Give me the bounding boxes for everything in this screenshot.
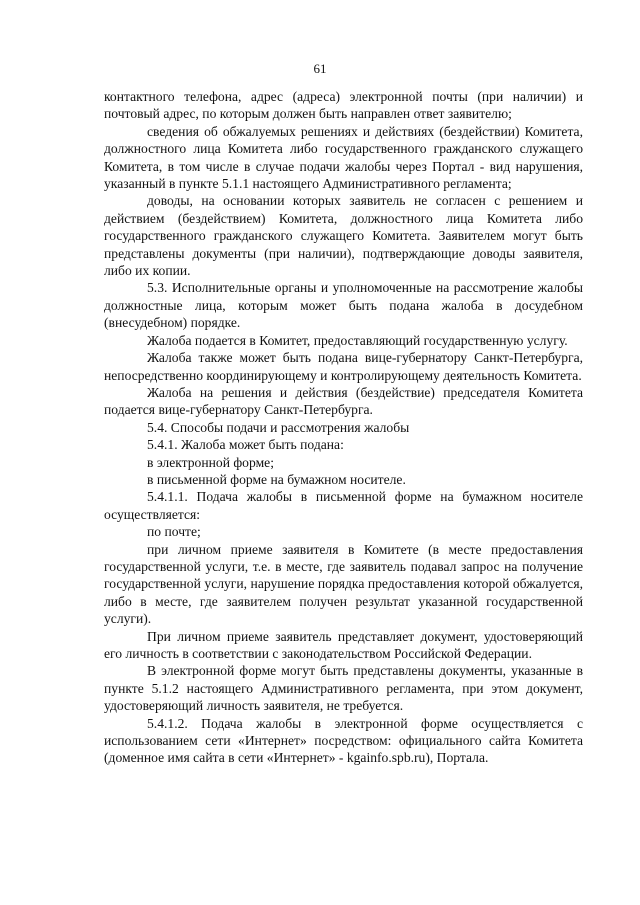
list-item: при личном приеме заявителя в Комитете (в месте предоставления государственной услуги, т.е. в месте, где заявитель подавал запрос на получение государственной услуги, нарушение порядка предоставления которой обжалуется, либо в месте, где заявителем получен результат указанной государственной услуги). [104,541,583,627]
paragraph: 5.4.1.2. Подача жалобы в электронной форме осуществляется с использованием сети «Интернет» посредством: официального сайта Комитета (доменное имя сайта в сети «Интернет» - kgainfo.spb.ru), Портала. [104,715,583,766]
paragraph: Жалоба также может быть подана вице-губернатору Санкт-Петербурга, непосредственно координирующему и контролирующему деятельность Комитета. [104,350,583,383]
section-heading: 5.4. Способы подачи и рассмотрения жалобы [147,419,410,435]
paragraph: доводы, на основании которых заявитель не согласен с решением и действием (бездействием) Комитета, должностного лица Комитета либо государственного гражданского служащего Комитета. Заявителем могут быть представлены документы (при наличии), подтверждающие доводы заявителя, либо их копии. [104,193,583,279]
paragraph: 5.3. Исполнительные органы и уполномоченные на рассмотрение жалобы должностные лица, которым может быть подана жалоба в досудебном (внесудебном) порядке. [104,280,583,331]
list-item: в электронной форме; [147,454,274,470]
paragraph: В электронной форме могут быть представлены документы, указанные в пункте 5.1.2 настоящего Административного регламента, при этом документ, удостоверяющий личность заявителя, не требуется. [104,663,583,714]
document-body [104,88,583,767]
paragraph: При личном приеме заявитель представляет документ, удостоверяющий его личность в соответствии с законодательством Российской Федерации. [104,628,583,661]
paragraph: 5.4.1.1. Подача жалобы в письменной форме на бумажном носителе осуществляется: [104,489,583,522]
paragraph: Жалоба на решения и действия (бездействие) председателя Комитета подается вице-губернатору Санкт-Петербурга. [104,384,583,418]
list-item: в письменной форме на бумажном носителе. [147,471,406,487]
page-number: 61 [313,61,327,76]
paragraph: Жалоба подается в Комитет, предоставляющий государственную услугу. [147,332,568,348]
paragraph: сведения об обжалуемых решениях и действиях (бездействии) Комитета, должностного лица Комитета либо государственного гражданского служащего Комитета, в том числе в случае подачи жалобы через Портал - вид нарушения, указанный в пункте 5.1.1 настоящего Административного регламента; [104,123,583,192]
paragraph: контактного телефона, адрес (адреса) электронной почты (при наличии) и почтовый адрес, по которым должен быть направлен ответ заявителю; [104,89,583,122]
list-item: по почте; [147,524,201,540]
paragraph: 5.4.1. Жалоба может быть подана: [147,437,344,453]
